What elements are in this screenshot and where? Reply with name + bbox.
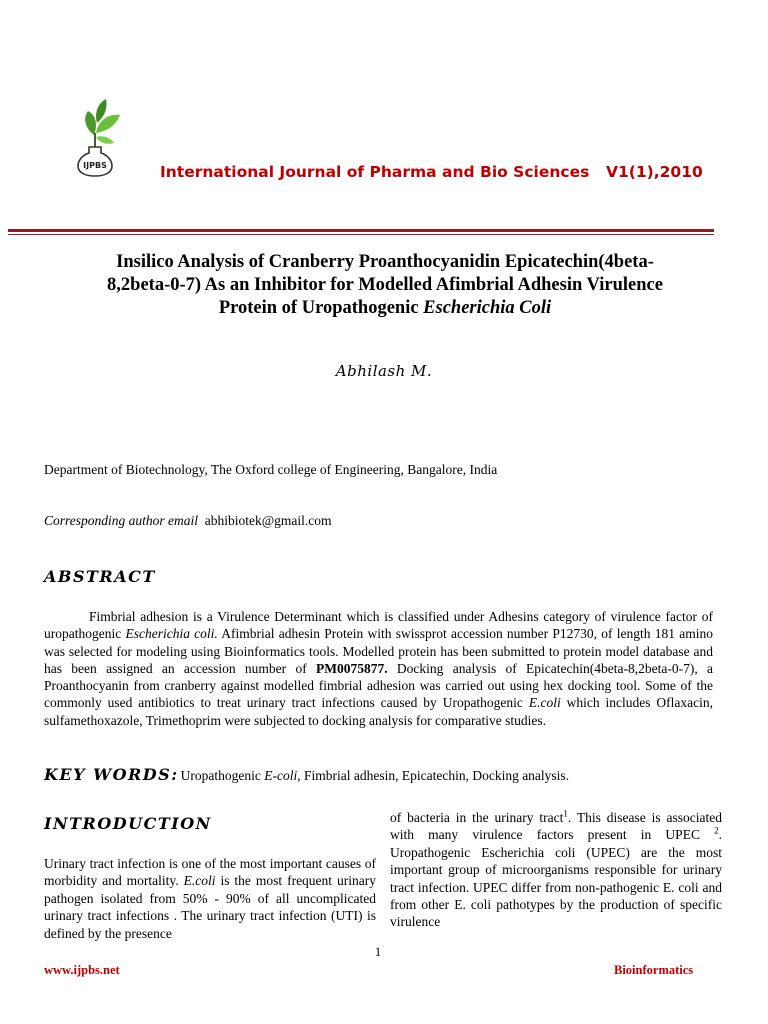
intro-left-column xyxy=(44,855,376,942)
intro-right-b: . This disease is associated with many virulence factors present in UPEC xyxy=(390,810,722,843)
logo-text: IJPBS xyxy=(83,161,107,170)
header-divider-thin xyxy=(8,234,714,235)
introduction-heading: INTRODUCTION xyxy=(44,814,212,833)
title-line-3 xyxy=(40,297,730,320)
abstract-part-2: Afimbrial adhesin Protein with swissprot accession number P12730, of length 181 amino was selected for modeling using Bioinformatics tools. Modelled protein has been submitted to protein model database and has been assigned an accession number of xyxy=(44,626,713,676)
title-line-2: 8,2beta-0-7) As an Inhibitor for Modelled Afimbrial Adhesin Virulence xyxy=(107,275,663,295)
keywords-ecoli: E-coli xyxy=(264,768,298,783)
footer-website-link[interactable]: www.ijpbs.net xyxy=(44,963,120,977)
journal-logo xyxy=(72,95,130,177)
intro-right-c: . Uropathogenic Escherichia coli (UPEC) are the most important group of microorganisms responsible for urinary tract infection. UPEC differ from non-pathogenic E. coli and from other E. coli pathotypes by the production of specific virulence xyxy=(390,827,722,930)
paper-title xyxy=(40,251,730,320)
author-name: Abhilash M. xyxy=(335,362,433,380)
header-divider xyxy=(8,229,714,232)
title-line-3-text: Protein of Uropathogenic xyxy=(218,298,424,318)
abstract-part-4: which includes Oflaxacin, sulfamethoxazole, Trimethoprim were subjected to docking analysis for comparative studies. xyxy=(44,695,713,728)
journal-name: International Journal of Pharma and Bio Sciences xyxy=(160,163,590,181)
intro-right-a: of bacteria in the urinary tract xyxy=(390,810,564,825)
keywords-text-b: , Fimbrial adhesin, Epicatechin, Docking analysis. xyxy=(297,768,570,783)
email-label: Corresponding author email xyxy=(44,513,199,528)
abstract-text xyxy=(44,608,713,729)
journal-volume: V1(1),2010 xyxy=(606,163,703,181)
footer-subject: Bioinformatics xyxy=(614,963,694,977)
keywords-heading: KEY WORDS: xyxy=(44,765,179,784)
keywords-text-a: Uropathogenic xyxy=(180,768,265,783)
page-number: 1 xyxy=(374,944,382,959)
abstract-part-1: Fimbrial adhesion is a Virulence Determinant which is classified under Adhesins category of virulence factor of uropathogenic xyxy=(44,609,713,642)
abstract-part-3: Docking analysis of Epicatechin(4beta-8,2beta-0-7), a Proanthocyanin from cranberry against modelled fimbrial adhesion was carried out using hex docking tool. Some of the commonly used antibiotics to treat urinary tract infections caused by Uropathogenic xyxy=(44,660,713,711)
email-address[interactable]: abhibiotek@gmail.com xyxy=(204,513,332,528)
abstract-heading: ABSTRACT xyxy=(44,567,156,586)
corresponding-email xyxy=(44,513,332,529)
title-species: Escherichia Coli xyxy=(423,298,552,318)
citation-1: 1 xyxy=(563,808,568,819)
intro-left-ecoli: E.coli xyxy=(183,873,216,889)
keywords xyxy=(44,765,569,784)
intro-right-column xyxy=(390,809,722,931)
abstract-ecoli: E.coli xyxy=(528,695,561,711)
accession-number: PM0075877. xyxy=(316,660,388,676)
intro-left-b: is the most frequent urinary pathogen isolated from 50% - 90% of all uncomplicated urinary tract infections . The urinary tract infection (UTI) is defined by the presence xyxy=(44,873,376,941)
title-line-1: Insilico Analysis of Cranberry Proanthocyanidin Epicatechin(4beta- xyxy=(116,252,654,272)
affiliation: Department of Biotechnology, The Oxford college of Engineering, Bangalore, India xyxy=(44,462,498,477)
abstract-species: Escherichia coli. xyxy=(125,626,218,642)
intro-left-a: Urinary tract infection is one of the most important causes of morbidity and mortality. xyxy=(44,856,376,889)
citation-2: 2 xyxy=(714,825,719,836)
